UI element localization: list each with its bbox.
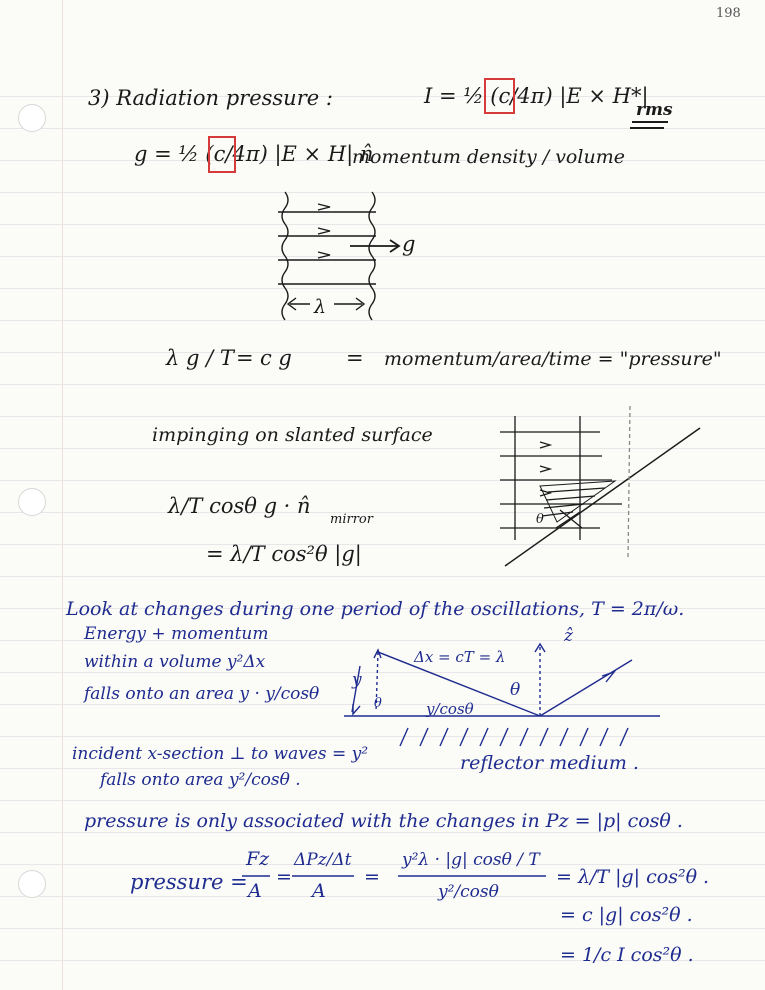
pressure-lhs-label: pressure = bbox=[130, 870, 248, 894]
slanted-equation-subscript: mirror bbox=[330, 512, 373, 527]
rms-note: rms bbox=[636, 100, 673, 120]
pressure-definition: momentum/area/time = "pressure" bbox=[384, 348, 722, 370]
volume-note: within a volume y²Δx bbox=[84, 652, 266, 672]
result-line-3: = 1/c I cos²θ . bbox=[560, 944, 694, 966]
fraction-2-denominator: A bbox=[312, 880, 326, 902]
red-highlight-box bbox=[485, 79, 514, 113]
dx-label: Δx = cT = λ bbox=[414, 648, 506, 666]
ycos-label: y/cosθ bbox=[426, 700, 474, 718]
momentum-label: momentum density / volume bbox=[352, 146, 625, 168]
pressure-lhs: λ g / T bbox=[166, 346, 234, 370]
fraction-3-denominator: y²/cosθ bbox=[438, 882, 499, 902]
z-axis-label: ẑ bbox=[564, 626, 573, 646]
figure1-g-label: g bbox=[402, 232, 416, 256]
figure2-theta-label: θ bbox=[536, 512, 544, 527]
y-label: y bbox=[352, 670, 362, 690]
intensity-formula: I = ½ (c/4π) |E × H*| bbox=[424, 84, 649, 108]
equals-sign: = bbox=[346, 346, 364, 370]
red-highlight-box bbox=[209, 137, 235, 172]
page-number: 198 bbox=[716, 6, 741, 21]
equals-sign: = bbox=[276, 866, 292, 888]
momentum-formula: g = ½ (c/4π) |E × H| n̂ bbox=[134, 142, 374, 166]
result-line-2: = c |g| cos²θ . bbox=[560, 904, 693, 926]
slanted-equation-1: λ/T cosθ g · n̂ bbox=[168, 494, 311, 518]
period-note: Look at changes during one period of the oscillations, T = 2π/ω. bbox=[66, 598, 685, 620]
wave-packet-figure bbox=[278, 192, 399, 320]
equals-sign: = bbox=[364, 866, 380, 888]
slanted-surface-figure bbox=[500, 406, 700, 566]
theta-top-label: θ bbox=[510, 680, 521, 700]
reflector-label: reflector medium . bbox=[460, 752, 639, 774]
theta-small-label: θ bbox=[374, 696, 382, 711]
pressure-association-note: pressure is only associated with the changes in Pz = |p| cosθ . bbox=[84, 810, 683, 832]
area-note: falls onto an area y · y/cosθ bbox=[84, 684, 320, 704]
falls-area-note: falls onto area y²/cosθ . bbox=[100, 770, 301, 790]
result-line-1: = λ/T |g| cos²θ . bbox=[556, 866, 710, 888]
equals-sign: = bbox=[236, 346, 254, 370]
fraction-1-denominator: A bbox=[248, 880, 262, 902]
reflector-figure bbox=[344, 644, 660, 746]
cross-section-note: incident x-section ⊥ to waves = y² bbox=[72, 744, 369, 764]
energy-momentum-note: Energy + momentum bbox=[84, 624, 269, 644]
fraction-3-numerator: y²λ · |g| cosθ / T bbox=[402, 850, 540, 870]
cg-term: c g bbox=[260, 346, 292, 370]
slanted-heading: impinging on slanted surface bbox=[152, 424, 433, 446]
fraction-1-numerator: Fz bbox=[246, 848, 270, 870]
section-title: 3) Radiation pressure : bbox=[88, 86, 333, 110]
slanted-equation-2: = λ/T cos²θ |g| bbox=[206, 542, 362, 566]
fraction-2-numerator: ΔPz/Δt bbox=[294, 850, 352, 870]
figure1-lambda-label: λ bbox=[314, 296, 327, 318]
